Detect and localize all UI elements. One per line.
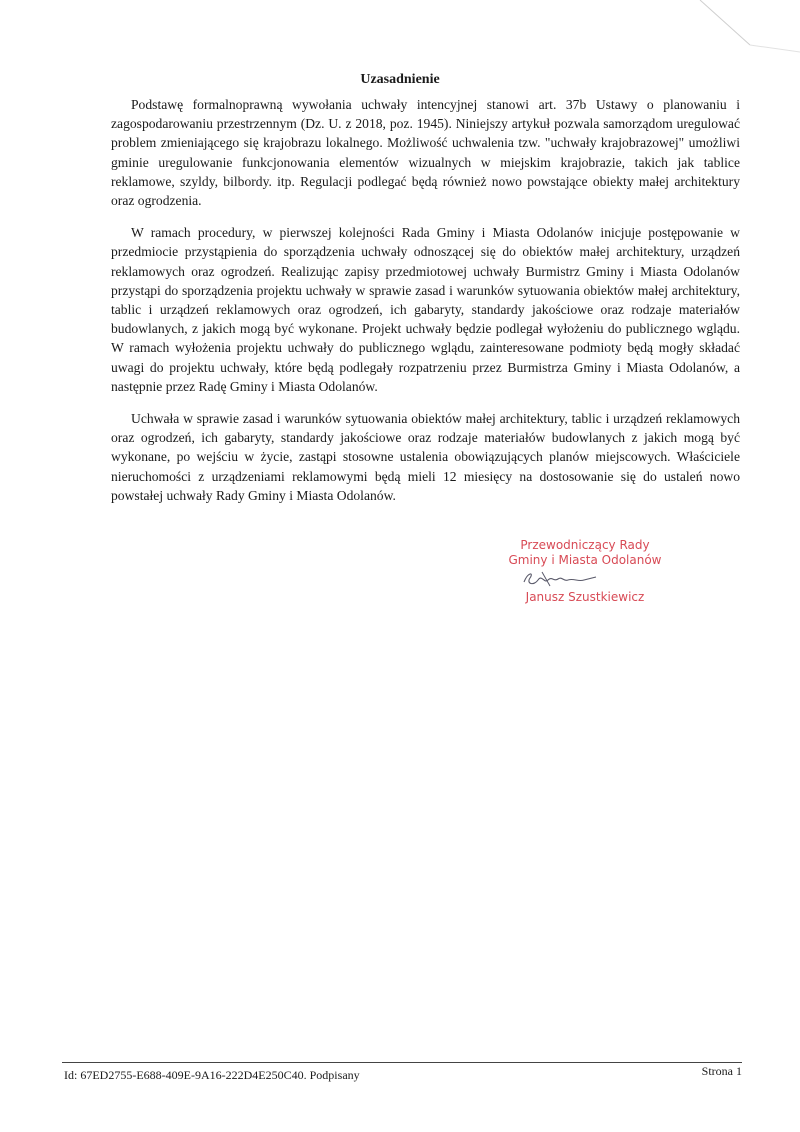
signature-stamp xyxy=(480,538,690,605)
handwritten-signature xyxy=(480,568,690,590)
paragraph-legal-basis: Podstawę formalnoprawną wywołania uchwały intencyjnej stanowi art. 37b Ustawy o planowaniu i zagospodarowaniu przestrzennym (Dz. U. z 2018, poz. 1945). Niniejszy artykuł pozwala samorządom uregulować problem zmieniającego się krajobrazu lokalnego. Możliwość uchwalenia tzw. "uchwały krajobrazowej" umożliwi gminie uregulowanie funkcjonowania elementów wizualnych w miejskim krajobrazie, takich jak tablice reklamowe, szyldy, bilbordy. itp. Regulacji podlegać będą również nowo powstające obiekty małej architektury oraz ogrodzenia. xyxy=(111,97,740,209)
footer-divider xyxy=(62,1062,742,1063)
page-corner-fold xyxy=(690,0,800,60)
paragraph-effects: Uchwała w sprawie zasad i warunków sytuowania obiektów małej architektury, tablic i urządzeń reklamowych oraz ogrodzeń, ich gabaryty, standardy jakościowe oraz rodzaje materiałów budowlanych z jakich mogą być wykonane, po wejściu w życie, zastąpi stosowne ustalenia obowiązujących planów miejscowych. Właściciele nieruchomości z urządzeniami reklamowymi będą mieli 12 miesięcy na dostosowanie się do ustaleń nowo powstałej uchwały Rady Gminy i Miasta Odolanów. xyxy=(111,411,740,503)
stamp-institution: Gminy i Miasta Odolanów xyxy=(508,553,662,567)
document-body xyxy=(111,95,740,518)
paragraph-procedure: W ramach procedury, w pierwszej kolejności Rada Gminy i Miasta Odolanów inicjuje postępowanie w przedmiocie przystąpienia do sporządzenia uchwały odnoszącej się do obiektów małej architektury, urządzeń reklamowych oraz ogrodzeń. Realizując zapisy przedmiotowej uchwały Burmistrz Gminy i Miasta Odolanów przystąpi do sporządzenia projektu uchwały w sprawie zasad i warunków sytuowania obiektów małej architektury, tablic i urządzeń reklamowych oraz ogrodzeń, ich gabaryty, standardy jakościowe oraz rodzaje materiałów budowlanych, z jakich mogą być wykonane. Projekt uchwały będzie podlegał wyłożeniu do publicznego wglądu. W ramach wyłożenia projektu uchwały do publicznego wglądu, zainteresowane podmioty będą mogły składać uwagi do projektu uchwały, które będą podlegały rozpatrzeniu przez Burmistrza Gminy i Miasta Odolanów, a następnie przez Radę Gminy i Miasta Odolanów. xyxy=(111,225,740,394)
page-number: Strona 1 xyxy=(701,1064,742,1078)
document-title: Uzasadnienie xyxy=(360,72,440,87)
document-id: Id: 67ED2755-E688-409E-9A16-222D4E250C40. Podpisany xyxy=(64,1068,360,1082)
stamp-position: Przewodniczący Rady xyxy=(520,538,650,552)
stamp-signer-name: Janusz Szustkiewicz xyxy=(525,590,645,604)
